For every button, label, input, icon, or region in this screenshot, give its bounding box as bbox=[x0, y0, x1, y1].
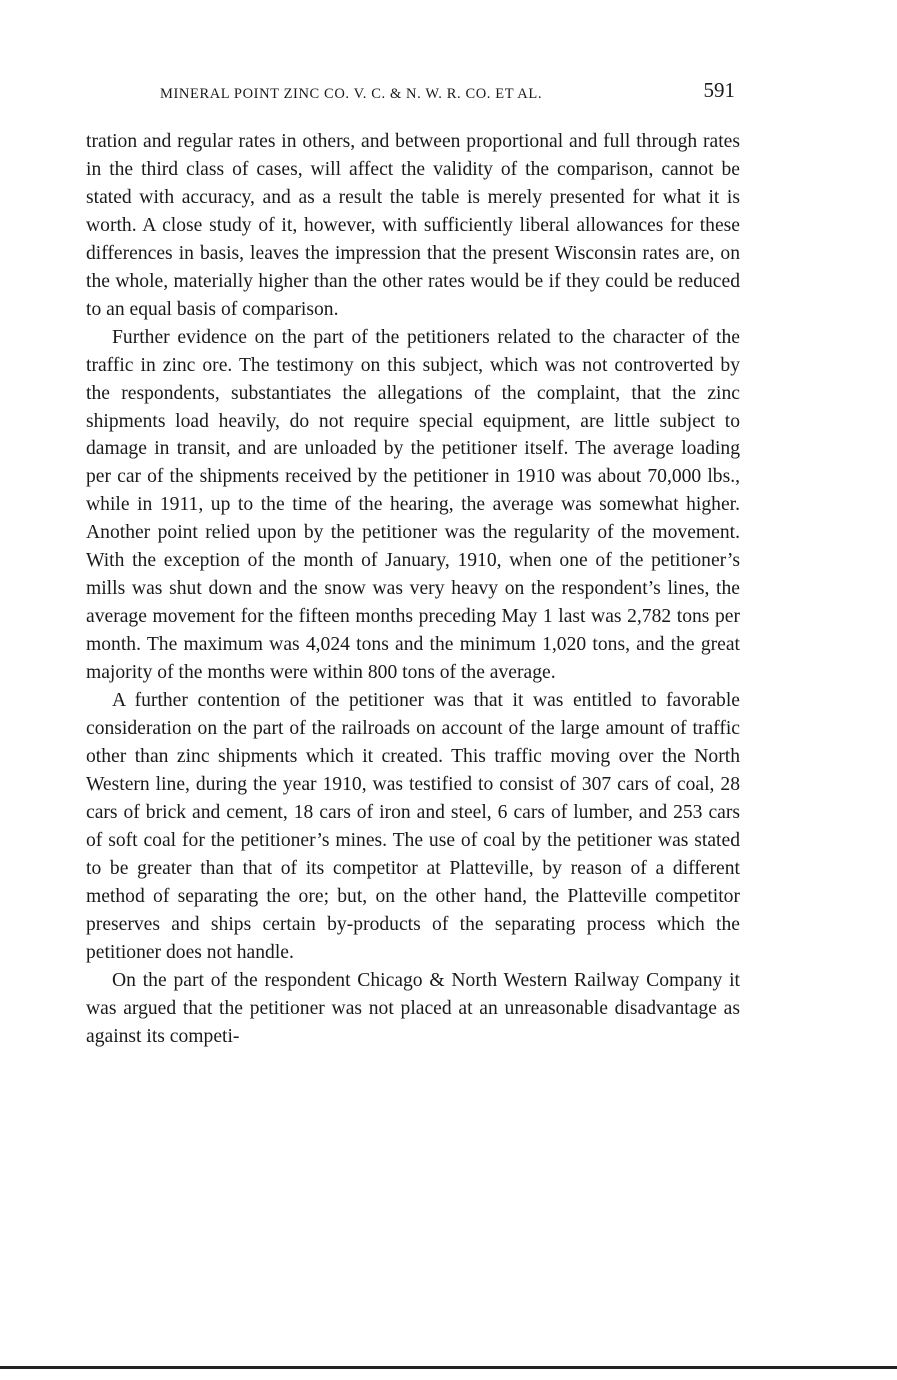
running-header bbox=[160, 78, 740, 110]
paragraph-2: Further evidence on the part of the petitioners related to the character of the traffic in zinc ore. The testimony on this subject, which was not controverted by the respondents, substantiates the allegations of the complaint, that the zinc shipments load heavily, do not require special equipment, are little subject to damage in transit, and are unloaded by the petitioner itself. The average loading per car of the shipments received by the petitioner in 1910 was about 70,000 lbs., while in 1911, up to the time of the hearing, the average was somewhat higher. Another point relied upon by the petitioner was the regularity of the movement. With the exception of the month of January, 1910, when one of the petitioner’s mills was shut down and the snow was very heavy on the respondent’s lines, the average movement for the fifteen months preceding May 1 last was 2,782 tons per month. The maximum was 4,024 tons and the minimum 1,020 tons, and the great majority of the months were within 800 tons of the average. bbox=[86, 326, 740, 684]
paragraph-1: tration and regular rates in others, and between proportional and full through rates in the third class of cases, will affect the validity of the comparison, cannot be stated with accuracy, and as a result the table is merely presented for what it is worth. A close study of it, however, with sufficiently liberal allowances for these differences in basis, leaves the impression that the present Wisconsin rates are, on the whole, materially higher than the other rates would be if they could be reduced to an equal basis of comparison. bbox=[86, 131, 740, 320]
scan-bottom-edge bbox=[0, 1366, 897, 1369]
paragraph-3: A further contention of the petitioner was that it was entitled to favorable consideration on the part of the railroads on account of the large amount of traffic other than zinc shipments which it created. This traffic moving over the North Western line, during the year 1910, was testified to consist of 307 cars of coal, 28 cars of brick and cement, 18 cars of iron and steel, 6 cars of lumber, and 253 cars of soft coal for the petitioner’s mines. The use of coal by the petitioner was stated to be greater than that of its competitor at Platteville, by reason of a different method of separating the ore; but, on the other hand, the Platteville competitor preserves and ships certain by-products of the separating process which the petitioner does not handle. bbox=[86, 690, 740, 963]
body-text bbox=[86, 128, 740, 1050]
page-number: 591 bbox=[703, 78, 735, 102]
paragraph-4: On the part of the respondent Chicago & North Western Railway Company it was argued that the petitioner was not placed at an unreasonable disadvantage as against its competi- bbox=[86, 969, 740, 1047]
running-head-title: MINERAL POINT ZINC CO. V. C. & N. W. R. CO. ET AL. bbox=[160, 86, 543, 102]
